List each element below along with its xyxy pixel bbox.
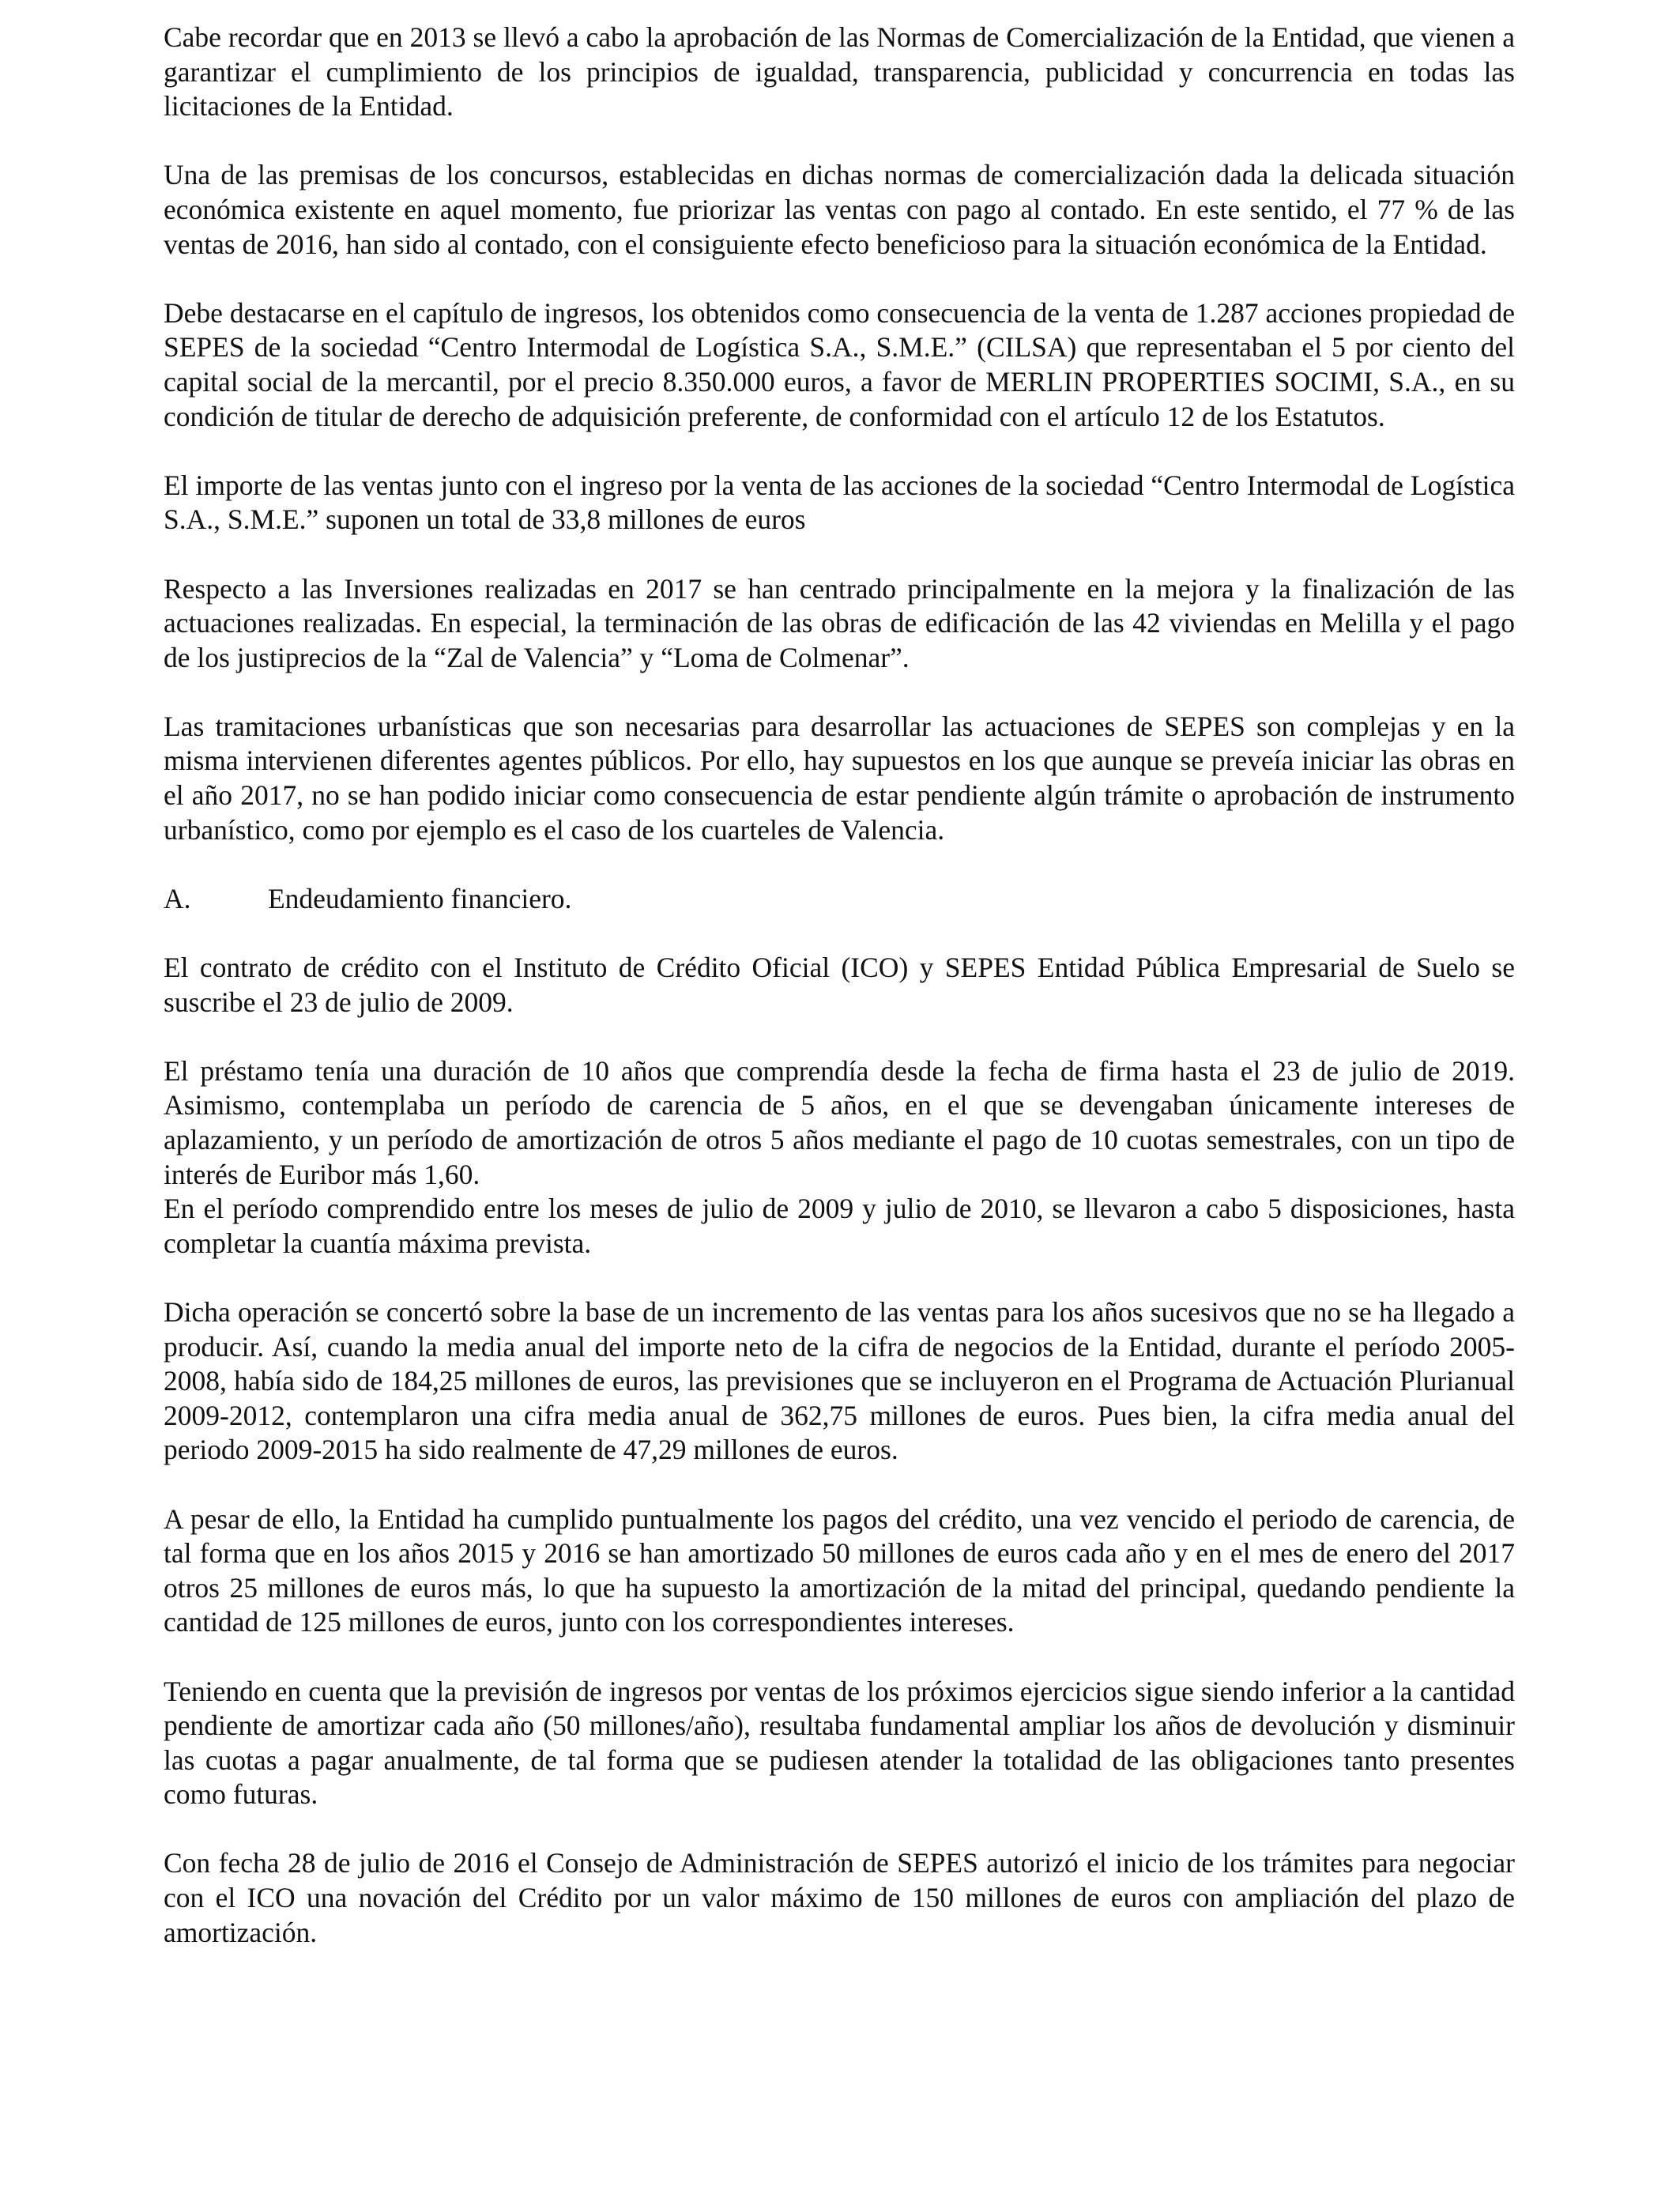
section-heading-letter: A. bbox=[164, 882, 191, 914]
paragraph-ventas-contado: Una de las premisas de los concursos, establecidas en dichas normas de comercialización dada la delicada situación económica existente en aquel momento, fue priorizar las ventas con pago al contado. En este sentido, el 77 % de las ventas de 2016, han sido al contado, con el consiguiente efecto beneficioso para la situación económica de la Entidad. bbox=[164, 159, 1515, 260]
section-heading bbox=[164, 882, 1515, 917]
paragraph-tramitaciones-urbanisticas: Las tramitaciones urbanísticas que son necesarias para desarrollar las actuaciones de SEPES son complejas y en la misma intervienen diferentes agentes públicos. Por ello, hay supuestos en los que aunque se preveía iniciar las obras en el año 2017, no se han podido iniciar como consecuencia de estar pendiente algún trámite o aprobación de instrumento urbanístico, como por ejemplo es el caso de los cuarteles de Valencia. bbox=[164, 710, 1515, 846]
paragraph-normas-comercializacion: Cabe recordar que en 2013 se llevó a cabo la aprobación de las Normas de Comercialización de la Entidad, que vienen a garantizar el cumplimiento de los principios de igualdad, transparencia, publicidad y concurrencia en todas las licitaciones de la Entidad. bbox=[164, 21, 1515, 123]
paragraph-operacion-ventas: Dicha operación se concertó sobre la base de un incremento de las ventas para los años sucesivos que no se ha llegado a producir. Así, cuando la media anual del importe neto de la cifra de negocios de la Entidad, durante el período 2005-2008, había sido de 184,25 millones de euros, las previsiones que se incluyeron en el Programa de Actuación Plurianual 2009-2012, contemplaron una cifra media anual de 362,75 millones de euros. Pues bien, la cifra media anual del periodo 2009-2015 ha sido realmente de 47,29 millones de euros. bbox=[164, 1295, 1515, 1466]
paragraph-importe-ventas: El importe de las ventas junto con el ingreso por la venta de las acciones de la sociedad “Centro Intermodal de Logística S.A., S.M.E.” suponen un total de 33,8 millones de euros bbox=[164, 469, 1515, 536]
paragraph-duracion-prestamo: El préstamo tenía una duración de 10 años que comprendía desde la fecha de firma hasta el 23 de julio de 2019. Asimismo, contemplaba un período de carencia de 5 años, en el que se devengaban únicamente intereses de aplazamiento, y un período de amortización de otros 5 años mediante el pago de 10 cuotas semestrales, con un tipo de interés de Euribor más 1,60. bbox=[164, 1054, 1515, 1190]
paragraph-pagos-credito: A pesar de ello, la Entidad ha cumplido puntualmente los pagos del crédito, una vez vencido el periodo de carencia, de tal forma que en los años 2015 y 2016 se han amortizado 50 millones de euros cada año y en el mes de enero del 2017 otros 25 millones de euros más, lo que ha supuesto la amortización de la mitad del principal, quedando pendiente la cantidad de 125 millones de euros, junto con los correspondientes intereses. bbox=[164, 1502, 1515, 1638]
paragraph-prevision-ingresos: Teniendo en cuenta que la previsión de ingresos por ventas de los próximos ejercicios sigue siendo inferior a la cantidad pendiente de amortizar cada año (50 millones/año), resultaba fundamental ampliar los años de devolución y disminuir las cuotas a pagar anualmente, de tal forma que se pudiesen atender la totalidad de las obligaciones tanto presentes como futuras. bbox=[164, 1675, 1515, 1811]
section-heading-title: Endeudamiento financiero. bbox=[268, 882, 572, 914]
paragraph-consejo-administracion: Con fecha 28 de julio de 2016 el Consejo de Administración de SEPES autorizó el inicio de los trámites para negociar con el ICO una novación del Crédito por un valor máximo de 150 millones de euros con ampliación del plazo de amortización. bbox=[164, 1847, 1515, 1948]
document-page bbox=[164, 21, 1515, 1985]
paragraph-venta-acciones-cilsa: Debe destacarse en el capítulo de ingresos, los obtenidos como consecuencia de la venta de 1.287 acciones propiedad de SEPES de la sociedad “Centro Intermodal de Logística S.A., S.M.E.” (CILSA) que representaban el 5 por ciento del capital social de la mercantil, por el precio 8.350.000 euros, a favor de MERLIN PROPERTIES SOCIMI, S.A., en su condición de titular de derecho de adquisición preferente, de conformidad con el artículo 12 de los Estatutos. bbox=[164, 296, 1515, 432]
paragraph-disposiciones: En el período comprendido entre los meses de julio de 2009 y julio de 2010, se llevaron a cabo 5 disposiciones, hasta completar la cuantía máxima prevista. bbox=[164, 1193, 1515, 1259]
paragraph-inversiones-2017: Respecto a las Inversiones realizadas en 2017 se han centrado principalmente en la mejora y la finalización de las actuaciones realizadas. En especial, la terminación de las obras de edificación de las 42 viviendas en Melilla y el pago de los justiprecios de la “Zal de Valencia” y “Loma de Colmenar”. bbox=[164, 572, 1515, 673]
paragraph-contrato-credito-ico: El contrato de crédito con el Instituto de Crédito Oficial (ICO) y SEPES Entidad Pública Empresarial de Suelo se suscribe el 23 de julio de 2009. bbox=[164, 952, 1515, 1018]
